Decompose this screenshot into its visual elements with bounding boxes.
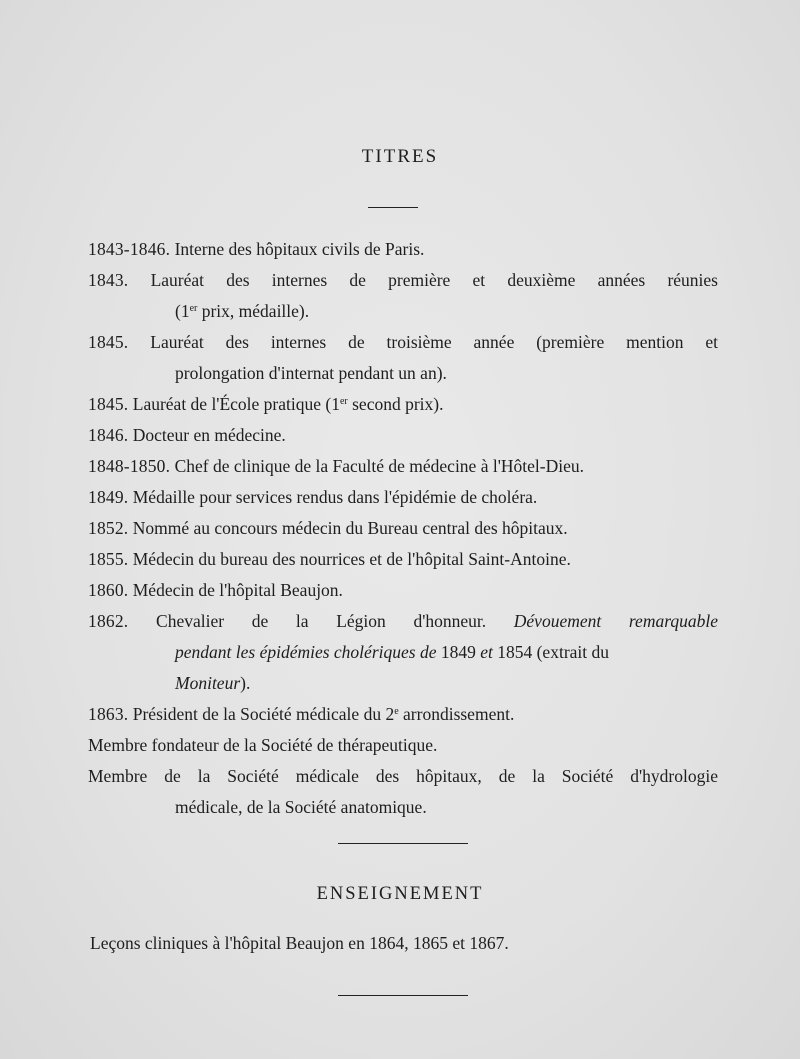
entry-1846 xyxy=(88,420,718,451)
entry-1863 xyxy=(88,699,718,730)
entry-text-cont: médicale, de la Société anatomique. xyxy=(175,797,427,817)
entry-1852 xyxy=(88,513,718,544)
teaching-text: Leçons cliniques à l'hôpital Beaujon en 1864, 1865 et 1867. xyxy=(90,933,509,953)
entry-year: 1863. xyxy=(88,704,129,724)
entry-text: Président de la Société médicale du 2 xyxy=(132,704,395,724)
entry-year-ref: 1849 xyxy=(440,642,476,662)
entry-year: 1862. xyxy=(88,611,129,631)
entry-1849 xyxy=(88,482,718,513)
entry-text-cont: (extrait du xyxy=(536,642,610,662)
entry-year: 1845. xyxy=(88,332,129,352)
entry-membre-societes xyxy=(88,761,718,823)
entry-text: Membre fondateur de la Société de thérapeutique. xyxy=(88,735,438,755)
section-rule xyxy=(338,843,468,844)
entry-1848-1850 xyxy=(88,451,718,482)
titles-heading: TITRES xyxy=(361,146,439,167)
entry-year: 1845. xyxy=(88,394,129,414)
entry-text: Chef de clinique de la Faculté de médecine à l'Hôtel-Dieu. xyxy=(174,456,584,476)
entry-year: 1843-1846. xyxy=(88,239,171,259)
entry-year: 1846. xyxy=(88,425,129,445)
entry-1845-internes xyxy=(88,327,718,389)
entry-year: 1855. xyxy=(88,549,129,569)
entry-text: Médecin de l'hôpital Beaujon. xyxy=(132,580,343,600)
entry-1845-ecole xyxy=(88,389,718,420)
entry-text-cont: second prix). xyxy=(347,394,444,414)
superscript: e xyxy=(394,706,399,717)
bottom-rule xyxy=(338,995,468,996)
entry-text-cont: arrondissement. xyxy=(398,704,515,724)
entry-italic: et xyxy=(480,642,493,662)
entry-text-cont: prix, médaille). xyxy=(197,301,310,321)
entry-text: Nommé au concours médecin du Bureau central des hôpitaux. xyxy=(132,518,568,538)
entry-text: Chevalier de la Légion d'honneur. xyxy=(156,611,487,631)
entry-text: Médaille pour services rendus dans l'épidémie de choléra. xyxy=(132,487,538,507)
entry-year: 1843. xyxy=(88,270,129,290)
entry-1862 xyxy=(88,606,718,699)
titles-list xyxy=(88,234,718,823)
superscript: er xyxy=(189,303,198,314)
entry-year: 1849. xyxy=(88,487,129,507)
entry-year: 1848-1850. xyxy=(88,456,171,476)
entry-text: Lauréat de l'École pratique (1 xyxy=(132,394,340,414)
entry-text: Docteur en médecine. xyxy=(132,425,286,445)
teaching-heading: ENSEIGNEMENT xyxy=(316,884,484,904)
superscript: er xyxy=(339,396,348,407)
entry-text-cont: (1 xyxy=(175,301,190,321)
entry-1843-1846 xyxy=(88,234,718,265)
entry-text: Lauréat des internes de troisième année (première mention et xyxy=(150,332,719,352)
entry-italic: Moniteur xyxy=(175,673,241,693)
entry-text: Médecin du bureau des nourrices et de l'hôpital Saint-Antoine. xyxy=(132,549,571,569)
entry-text: Interne des hôpitaux civils de Paris. xyxy=(174,239,425,259)
entry-1855 xyxy=(88,544,718,575)
entry-italic: pendant les épidémies cholériques de xyxy=(175,642,437,662)
entry-text: Membre de la Société médicale des hôpitaux, de la Société d'hydrologie xyxy=(88,766,718,786)
entry-membre-fondateur xyxy=(88,730,718,761)
entry-1843 xyxy=(88,265,718,327)
entry-text-cont: prolongation d'internat pendant un an). xyxy=(175,363,447,383)
entry-text: Lauréat des internes de première et deuxième années réunies xyxy=(150,270,718,290)
heading-rule xyxy=(368,207,418,208)
entry-italic: Dévouement remarquable xyxy=(513,611,719,631)
entry-1860 xyxy=(88,575,718,606)
entry-year-ref: 1854 xyxy=(497,642,533,662)
entry-year: 1852. xyxy=(88,518,129,538)
entry-year: 1860. xyxy=(88,580,129,600)
entry-text-cont: ). xyxy=(240,673,251,693)
